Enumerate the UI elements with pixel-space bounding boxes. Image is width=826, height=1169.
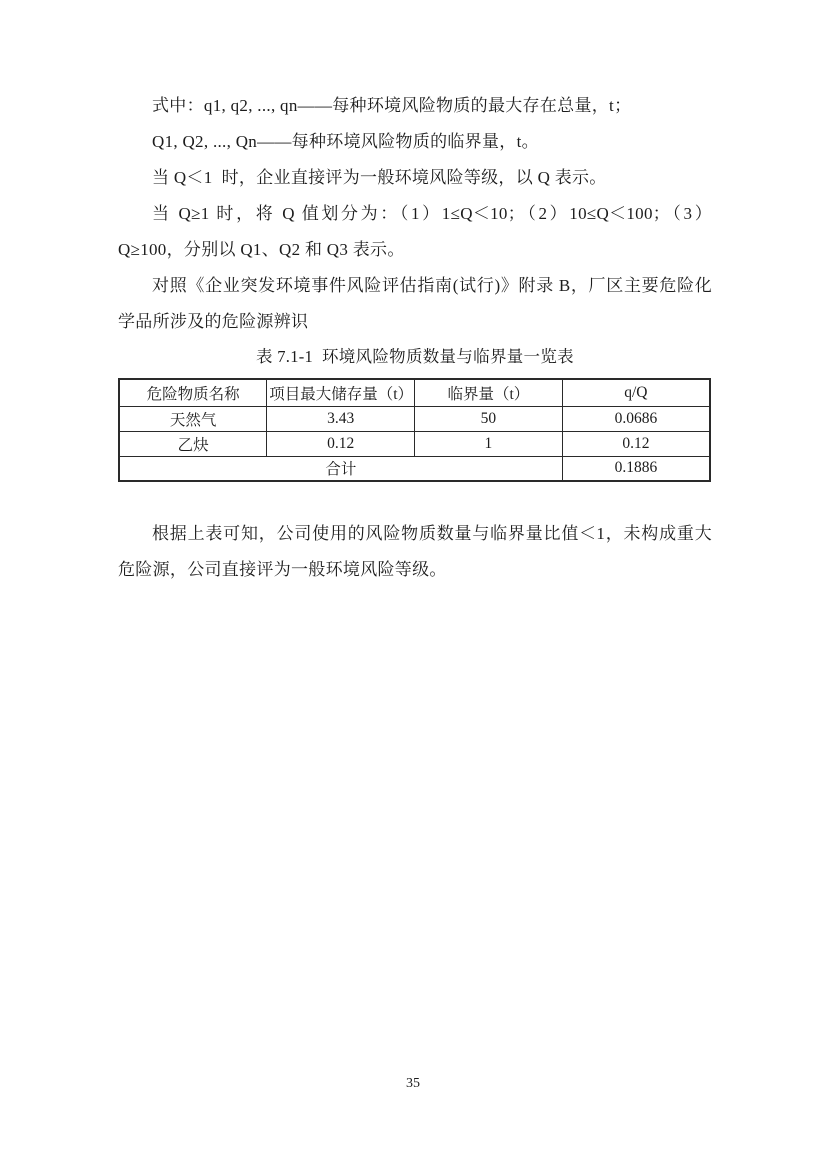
table-header-row xyxy=(119,379,710,406)
table-row-natural-gas xyxy=(119,406,710,431)
cell-q-ratio: 0.12 xyxy=(562,431,710,456)
cell-critical-quantity: 1 xyxy=(415,431,563,456)
header-substance-name: 危险物质名称 xyxy=(119,379,267,406)
table-row-acetylene xyxy=(119,431,710,456)
cell-substance-name: 天然气 xyxy=(119,406,267,431)
paragraph-q-greater-equal-1: 当 Q≥1 时，将 Q 值划分为：（1）1≤Q＜10；（2）10≤Q＜100；（3）Q≥100，分别以 Q1、Q2 和 Q3 表示。 xyxy=(118,204,712,259)
cell-q-ratio: 0.0686 xyxy=(562,406,710,431)
cell-critical-quantity: 50 xyxy=(415,406,563,431)
cell-total-value: 0.1886 xyxy=(562,456,710,481)
header-max-storage: 项目最大储存量（t） xyxy=(267,379,415,406)
paragraph-q-less-than-1: 当 Q＜1 时，企业直接评为一般环境风险等级，以 Q 表示。 xyxy=(152,168,607,187)
risk-substance-table xyxy=(118,378,711,482)
header-critical-quantity: 临界量（t） xyxy=(415,379,563,406)
table-row-total xyxy=(119,456,710,481)
table-caption: 表 7.1-1 环境风险物质数量与临界量一览表 xyxy=(256,347,574,366)
cell-max-storage: 3.43 xyxy=(267,406,415,431)
paragraph-conclusion: 根据上表可知，公司使用的风险物质数量与临界量比值＜1，未构成重大危险源，公司直接评为一般环境风险等级。 xyxy=(118,524,712,579)
paragraph-reference-guide: 对照《企业突发环境事件风险评估指南(试行)》附录 B，厂区主要危险化学品所涉及的危险源辨识 xyxy=(118,276,712,331)
paragraph-formula-vars-Q: Q1, Q2, ..., Qn——每种环境风险物质的临界量，t。 xyxy=(152,132,539,151)
cell-max-storage: 0.12 xyxy=(267,431,415,456)
header-q-ratio: q/Q xyxy=(562,379,710,406)
page-number: 35 xyxy=(406,1076,420,1091)
page-content xyxy=(118,88,712,588)
paragraph-formula-vars-q: 式中：q1, q2, ..., qn——每种环境风险物质的最大存在总量，t； xyxy=(152,96,632,115)
cell-total-label: 合计 xyxy=(119,456,562,481)
cell-substance-name: 乙炔 xyxy=(119,431,267,456)
